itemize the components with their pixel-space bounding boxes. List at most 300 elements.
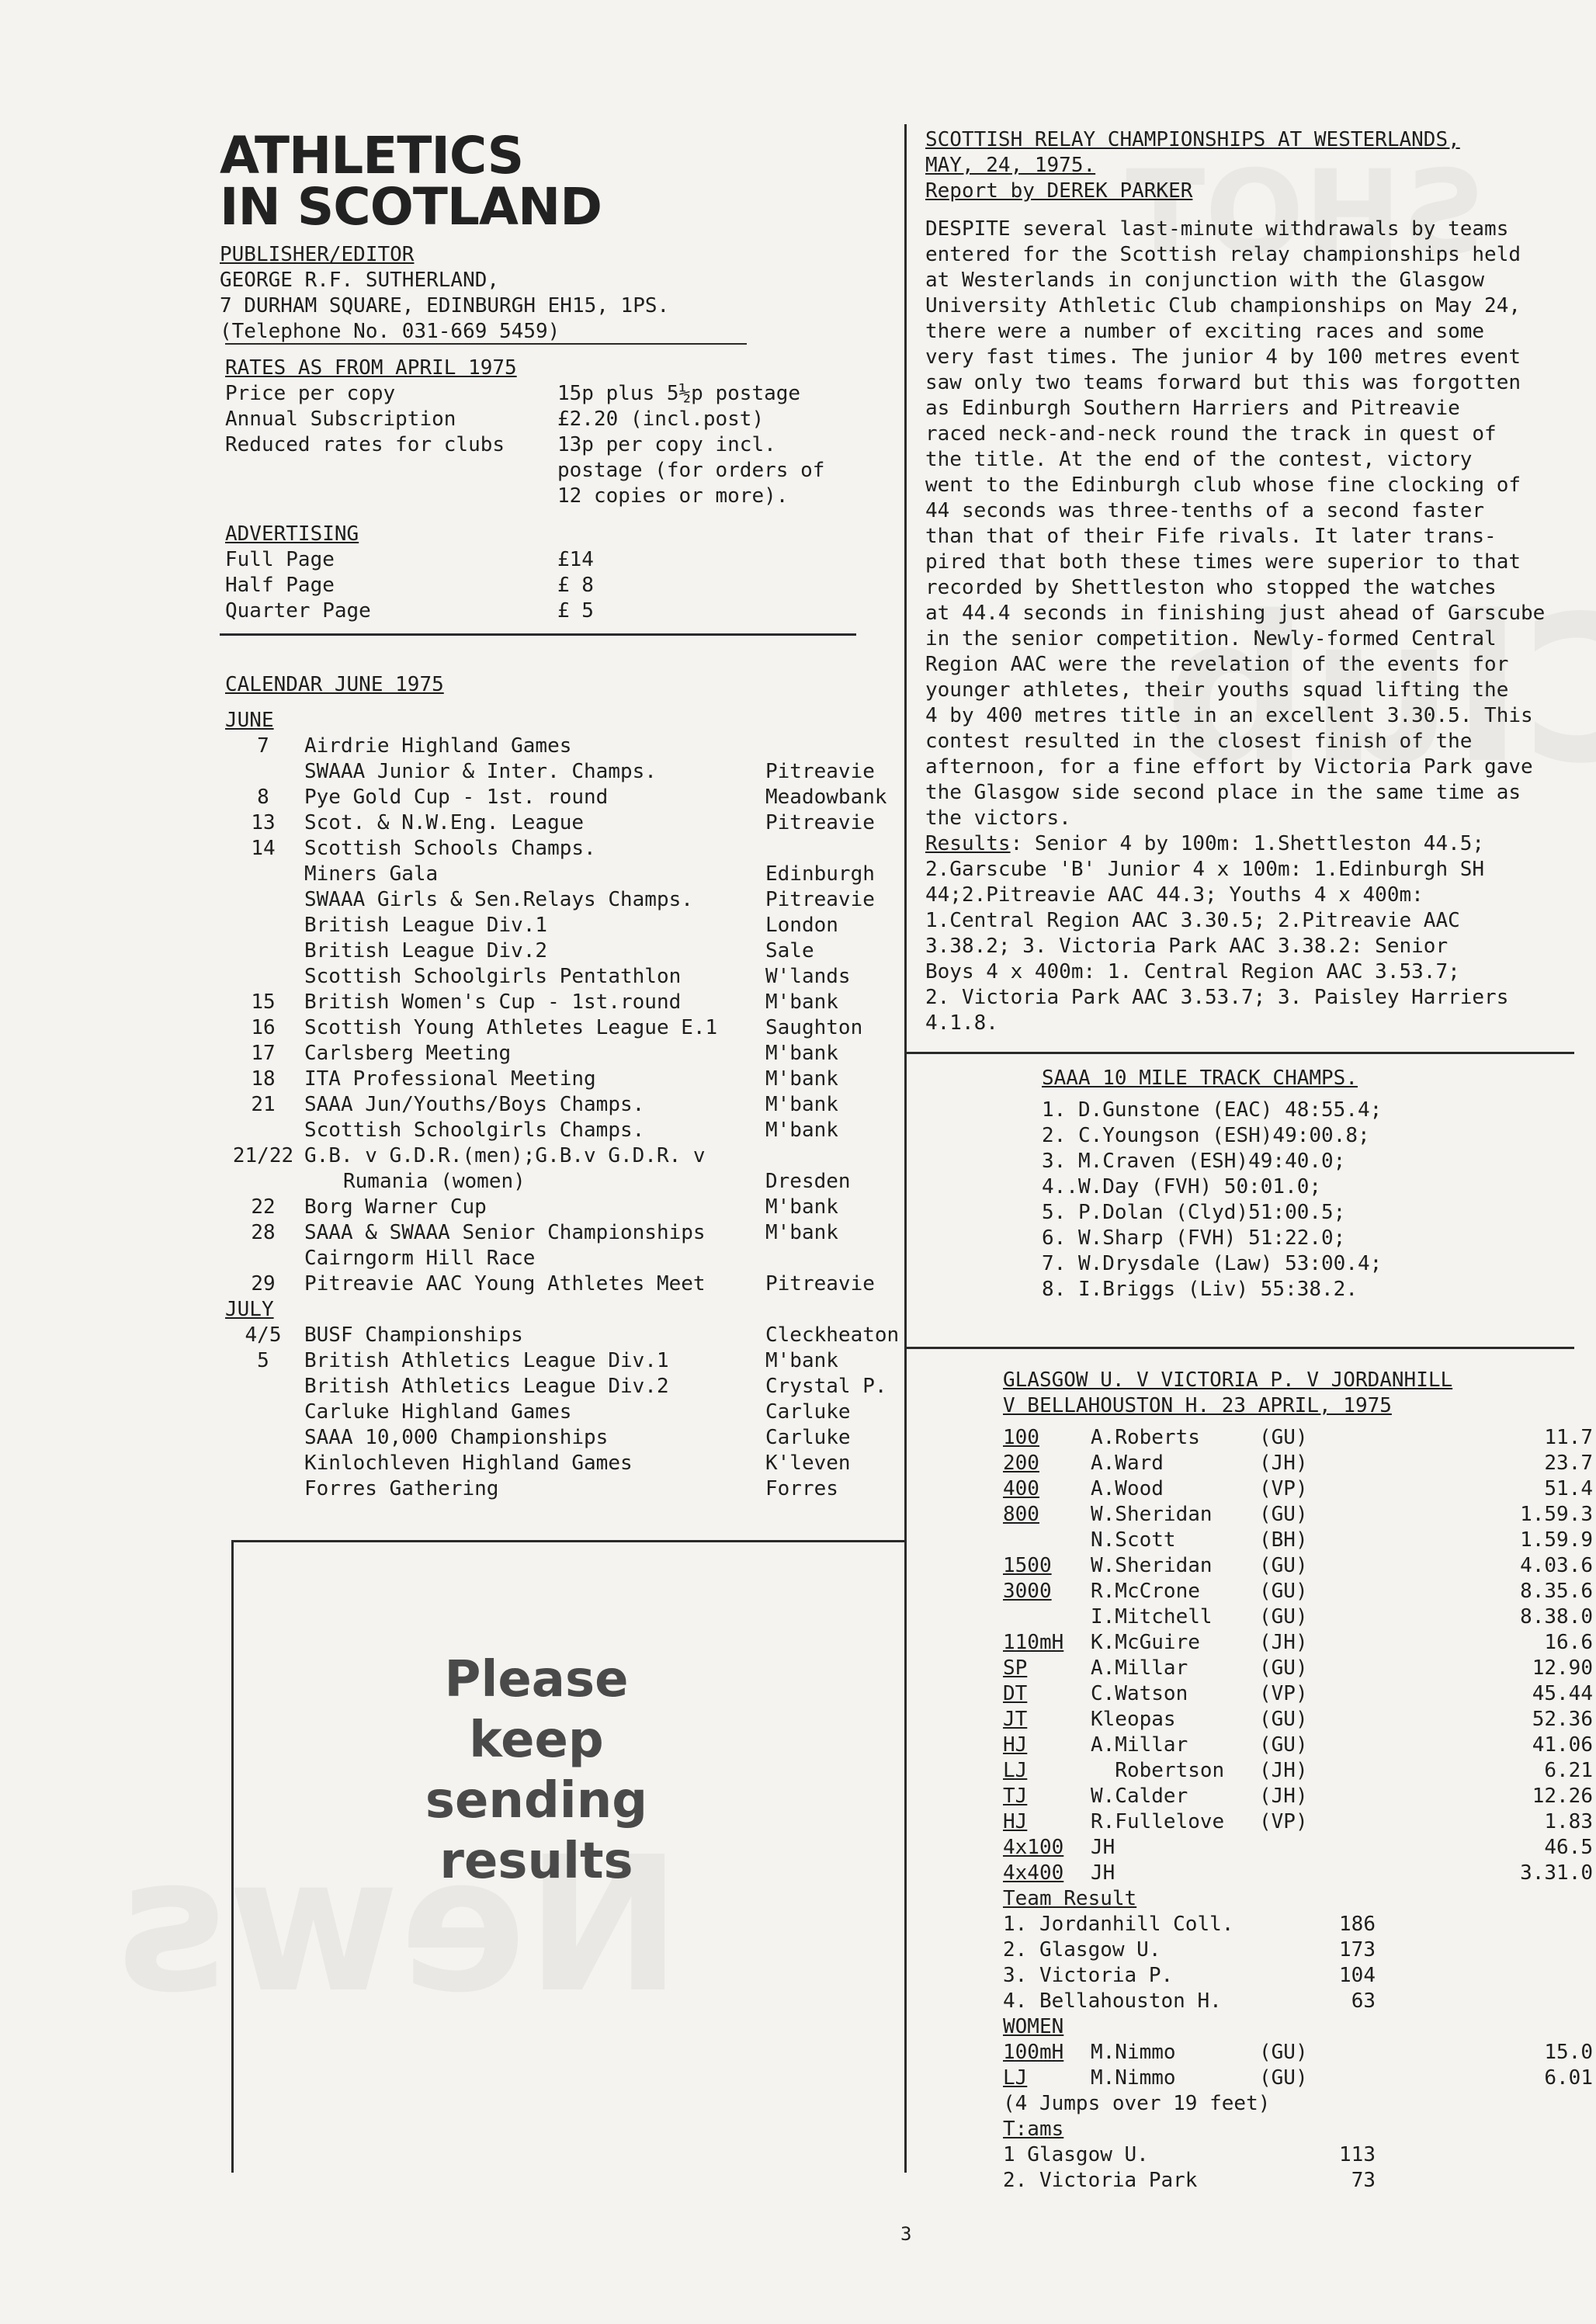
- team-row: [1003, 1989, 1593, 2014]
- performance-mark: 51.4: [1544, 1477, 1593, 1500]
- calendar-event: British League Div.2: [304, 939, 548, 963]
- team-points: 104: [1339, 1964, 1376, 1987]
- relay-body-line: very fast times. The junior 4 by 100 metres event: [925, 345, 1521, 369]
- calendar-event: BUSF Championships: [304, 1323, 523, 1347]
- publisher-line: (Telephone No. 031-669 5459): [220, 320, 560, 343]
- relay-results-line: 2.Garscube 'B' Junior 4 x 100m: 1.Edinburgh SH: [925, 858, 1485, 881]
- relay-body-line: 44 seconds was three-tenths of a second faster: [925, 499, 1485, 522]
- athlete-name: R.McCrone: [1091, 1580, 1200, 1603]
- event-row: [1003, 1630, 1593, 1656]
- calendar-event: Miners Gala: [304, 862, 439, 886]
- calendar-event: British League Div.1: [304, 914, 548, 937]
- relay-body-line: entered for the Scottish relay championships held: [925, 243, 1521, 266]
- calendar-date: 8: [257, 786, 269, 809]
- calendar-venue: Sale: [765, 939, 814, 963]
- event-row: [1003, 1784, 1593, 1809]
- calendar-event: Borg Warner Cup: [304, 1195, 487, 1219]
- calendar-venue: Pitreavie: [765, 811, 875, 834]
- athlete-club: (GU): [1259, 1605, 1308, 1629]
- calendar-venue: London: [765, 914, 838, 937]
- performance-mark: 8.35.6: [1520, 1580, 1593, 1603]
- calendar-date: 7: [257, 734, 269, 758]
- relay-body-line: at 44.4 seconds in finishing just ahead of Garscube: [925, 602, 1546, 625]
- saaa-result: 1. D.Gunstone (EAC) 48:55.4;: [1042, 1098, 1383, 1122]
- relay-results-line: 4.1.8.: [925, 1011, 998, 1035]
- women-note: (4 Jumps over 19 feet): [1003, 2092, 1271, 2115]
- calendar-date: 22: [251, 1195, 276, 1219]
- calendar-row: [225, 1118, 908, 1143]
- publisher-block: [220, 242, 880, 345]
- athlete-name: JH: [1091, 1861, 1115, 1885]
- athlete-club: (JH): [1259, 1785, 1308, 1808]
- performance-mark: 11.7: [1544, 1426, 1593, 1449]
- relay-results-text: : Senior 4 by 100m: 1.Shettleston 44.5;: [1010, 832, 1485, 855]
- page-number: 3: [900, 2223, 912, 2245]
- calendar-venue: Carluke: [765, 1400, 851, 1424]
- event-row: [1003, 1425, 1593, 1451]
- athlete-name: Robertson: [1091, 1759, 1225, 1782]
- team-name: 3. Victoria P.: [1003, 1964, 1174, 1987]
- relay-body-line: Region AAC were the revelation of the events for: [925, 653, 1509, 676]
- event-name: 1500: [1003, 1554, 1052, 1577]
- calendar-row: [225, 1246, 908, 1271]
- saaa-heading: SAAA 10 MILE TRACK CHAMPS.: [1042, 1067, 1358, 1090]
- calendar-venue: M'bank: [765, 1042, 838, 1065]
- rate-value: 12 copies or more).: [557, 484, 789, 508]
- athlete-club: (JH): [1259, 1631, 1308, 1654]
- team-points: 186: [1339, 1913, 1376, 1936]
- calendar-venue: Saughton: [765, 1016, 863, 1039]
- team-points: 73: [1351, 2169, 1376, 2192]
- calendar-date: 14: [251, 837, 276, 860]
- event-row: [1003, 2040, 1593, 2066]
- team-row: [1003, 1937, 1593, 1963]
- glasgow-match-block: [1003, 1368, 1593, 2194]
- athlete-name: M.Nimmo: [1091, 2066, 1176, 2090]
- calendar-date: 29: [251, 1272, 276, 1296]
- calendar-event: Carluke Highland Games: [304, 1400, 572, 1424]
- relay-heading-line1: SCOTTISH RELAY CHAMPIONSHIPS AT WESTERLANDS,: [925, 128, 1460, 151]
- athlete-name: W.Sheridan: [1091, 1554, 1213, 1577]
- calendar-month-july: JULY: [225, 1298, 274, 1321]
- saaa-result: 8. I.Briggs (Liv) 55:38.2.: [1042, 1278, 1358, 1301]
- team-name: 2. Glasgow U.: [1003, 1938, 1161, 1962]
- athlete-name: A.Millar: [1091, 1656, 1188, 1680]
- calendar-event: Kinlochleven Highland Games: [304, 1452, 633, 1475]
- athlete-club: (GU): [1259, 1656, 1308, 1680]
- event-name: LJ: [1003, 2066, 1028, 2090]
- women-teams-list: [1003, 2142, 1593, 2194]
- event-row: [1003, 1502, 1593, 1528]
- calendar-row: [225, 887, 908, 913]
- team-results-list: [1003, 1912, 1593, 2014]
- event-name: 100: [1003, 1426, 1039, 1449]
- event-row: [1003, 1553, 1593, 1579]
- event-name: 110mH: [1003, 1631, 1064, 1654]
- relay-body-line: afternoon, for a fine effort by Victoria Park gave: [925, 755, 1533, 779]
- calendar-row: [225, 913, 908, 938]
- team-points: 63: [1351, 1989, 1376, 2013]
- athlete-club: (JH): [1259, 1452, 1308, 1475]
- athlete-club: (GU): [1259, 1708, 1308, 1731]
- event-row: [1003, 1579, 1593, 1604]
- relay-heading-line2: MAY, 24, 1975.: [925, 154, 1096, 177]
- athlete-club: (VP): [1259, 1810, 1308, 1833]
- relay-body-line: saw only two teams forward but this was forgotten: [925, 371, 1521, 394]
- performance-mark: 46.5: [1544, 1836, 1593, 1859]
- event-row: [1003, 1681, 1593, 1707]
- relay-results-label: Results: [925, 832, 1011, 855]
- calendar-row: [225, 1374, 908, 1400]
- team-name: 1. Jordanhill Coll.: [1003, 1913, 1234, 1936]
- relay-body-line: raced neck-and-neck round the track in quest of: [925, 422, 1497, 446]
- poster-line: sending: [425, 1772, 648, 1830]
- performance-mark: 16.6: [1544, 1631, 1593, 1654]
- calendar-date: 17: [251, 1042, 276, 1065]
- calendar-event: Carlsberg Meeting: [304, 1042, 512, 1065]
- masthead: [220, 126, 880, 345]
- calendar-venue: W'lands: [765, 965, 851, 988]
- calendar-event: British Athletics League Div.1: [304, 1349, 669, 1372]
- ad-size-label: Full Page: [225, 548, 335, 571]
- relay-body-line: than that of their Fife rivals. It later trans-: [925, 525, 1497, 548]
- calendar-event: British Women's Cup - 1st.round: [304, 990, 682, 1014]
- performance-mark: 8.38.0: [1520, 1605, 1593, 1629]
- advertising-heading: ADVERTISING: [225, 522, 359, 546]
- event-row: [1003, 1707, 1593, 1733]
- divider: [905, 1347, 1574, 1349]
- calendar-event: SWAAA Junior & Inter. Champs.: [304, 760, 657, 783]
- advertising-block: [225, 522, 869, 624]
- relay-results: [925, 857, 1585, 1036]
- calendar-event: Scottish Schoolgirls Pentathlon: [304, 965, 682, 988]
- saaa-results-list: [1042, 1098, 1382, 1302]
- calendar-event: ITA Professional Meeting: [304, 1067, 596, 1091]
- calendar-venue: Crystal P.: [765, 1375, 887, 1398]
- team-points: 173: [1339, 1938, 1376, 1962]
- relay-body-line: 4 by 400 metres title in an excellent 3.30.5. This: [925, 704, 1533, 727]
- relay-body-line: younger athletes, their youths squad lifting the: [925, 678, 1509, 702]
- saaa-result: 6. W.Sharp (FVH) 51:22.0;: [1042, 1226, 1346, 1250]
- team-name: 4. Bellahouston H.: [1003, 1989, 1222, 2013]
- calendar-row: [225, 1015, 908, 1041]
- divider: [225, 343, 747, 345]
- publisher-label: PUBLISHER/EDITOR: [220, 243, 415, 266]
- publisher-line: 7 DURHAM SQUARE, EDINBURGH EH15, 1PS.: [220, 294, 670, 317]
- relay-results-line: 2. Victoria Park AAC 3.53.7; 3. Paisley Harriers: [925, 986, 1509, 1009]
- event-name: DT: [1003, 1682, 1028, 1705]
- calendar-date: 13: [251, 811, 276, 834]
- athlete-name: Kleopas: [1091, 1708, 1176, 1731]
- calendar-row: [225, 785, 908, 810]
- calendar-row: [225, 1271, 908, 1297]
- performance-mark: 12.26: [1532, 1785, 1593, 1808]
- rate-label: Reduced rates for clubs: [225, 433, 505, 456]
- calendar-venue: M'bank: [765, 1221, 838, 1244]
- calendar-row: [225, 1425, 908, 1451]
- match-events-table: [1003, 1425, 1593, 1886]
- event-row: [1003, 1604, 1593, 1630]
- calendar-row: [225, 1400, 908, 1425]
- women-events-table: [1003, 2040, 1593, 2091]
- event-name: 200: [1003, 1452, 1039, 1475]
- calendar-row: [225, 1220, 908, 1246]
- relay-results-line: Boys 4 x 400m: 1. Central Region AAC 3.53.7;: [925, 960, 1460, 983]
- rate-label: Price per copy: [225, 382, 396, 405]
- event-name: 800: [1003, 1503, 1039, 1526]
- ad-size-label: Half Page: [225, 574, 335, 597]
- calendar-venue: M'bank: [765, 1093, 838, 1116]
- athlete-name: R.Fullelove: [1091, 1810, 1225, 1833]
- athlete-club: (GU): [1259, 1426, 1308, 1449]
- event-row: [1003, 1656, 1593, 1681]
- athlete-name: N.Scott: [1091, 1528, 1176, 1552]
- calendar-date: 21/22: [232, 1144, 294, 1167]
- calendar-venue: Pitreavie: [765, 760, 875, 783]
- women-label: WOMEN: [1003, 2015, 1064, 2038]
- event-name: SP: [1003, 1656, 1028, 1680]
- team-name: 2. Victoria Park: [1003, 2169, 1198, 2192]
- performance-mark: 52.36: [1532, 1708, 1593, 1731]
- performance-mark: 41.06: [1532, 1733, 1593, 1757]
- performance-mark: 3.31.0: [1520, 1861, 1593, 1885]
- performance-mark: 6.01: [1544, 2066, 1593, 2090]
- calendar-row: [225, 1067, 908, 1092]
- calendar-july-list: [225, 1323, 908, 1502]
- calendar-venue: Dresden: [765, 1170, 851, 1193]
- poster-line: results: [439, 1833, 633, 1890]
- relay-results-line: [925, 831, 1585, 857]
- performance-mark: 1.59.3: [1520, 1503, 1593, 1526]
- calendar-row: [225, 1476, 908, 1502]
- poster-text: [234, 1649, 839, 1892]
- calendar-heading: CALENDAR JUNE 1975: [225, 673, 444, 696]
- team-row: [1003, 1912, 1593, 1937]
- calendar-date: 4/5: [245, 1323, 282, 1347]
- calendar-event: British Athletics League Div.2: [304, 1375, 669, 1398]
- ad-size-label: Quarter Page: [225, 599, 371, 623]
- calendar-venue: M'bank: [765, 990, 838, 1014]
- rates-heading: RATES AS FROM APRIL 1975: [225, 356, 517, 380]
- calendar-venue: Carluke: [765, 1426, 851, 1449]
- athlete-name: JH: [1091, 1836, 1115, 1859]
- women-teams-label: T:ams: [1003, 2118, 1064, 2141]
- event-row: [1003, 1861, 1593, 1886]
- saaa-result: 2. C.Youngson (ESH)49:00.8;: [1042, 1124, 1370, 1147]
- calendar-venue: M'bank: [765, 1067, 838, 1091]
- athlete-club: (BH): [1259, 1528, 1308, 1552]
- athlete-name: M.Nimmo: [1091, 2041, 1176, 2064]
- calendar-row: [225, 862, 908, 887]
- team-points: 113: [1339, 2143, 1376, 2166]
- poster-box: [231, 1540, 907, 2173]
- calendar-date: 15: [251, 990, 276, 1014]
- event-name: 4x100: [1003, 1836, 1064, 1859]
- calendar-event: G.B. v G.D.R.(men);G.B.v G.D.R. v: [304, 1144, 706, 1167]
- masthead-title-line2: IN SCOTLAND: [220, 177, 602, 237]
- event-row: [1003, 2066, 1593, 2091]
- calendar-date: 18: [251, 1067, 276, 1091]
- athlete-name: W.Sheridan: [1091, 1503, 1213, 1526]
- calendar-event: Scottish Schoolgirls Champs.: [304, 1119, 645, 1142]
- event-name: 100mH: [1003, 2041, 1064, 2064]
- relay-body: [925, 217, 1585, 831]
- event-name: LJ: [1003, 1759, 1028, 1782]
- athlete-club: (VP): [1259, 1477, 1308, 1500]
- calendar-row: [225, 810, 908, 836]
- team-row: [1003, 2168, 1593, 2194]
- performance-mark: 1.59.9: [1520, 1528, 1593, 1552]
- poster-line: keep: [469, 1712, 604, 1769]
- athlete-name: C.Watson: [1091, 1682, 1188, 1705]
- ad-price: £ 8: [557, 574, 594, 597]
- relay-body-line: the victors.: [925, 806, 1071, 830]
- calendar-event: SAAA Jun/Youths/Boys Champs.: [304, 1093, 645, 1116]
- performance-mark: 6.21: [1544, 1759, 1593, 1782]
- event-name: JT: [1003, 1708, 1028, 1731]
- athlete-club: (GU): [1259, 1554, 1308, 1577]
- saaa-result: 7. W.Drysdale (Law) 53:00.4;: [1042, 1252, 1383, 1275]
- calendar-row: [225, 1092, 908, 1118]
- athlete-name: A.Millar: [1091, 1733, 1188, 1757]
- calendar-event: Pitreavie AAC Young Athletes Meet: [304, 1272, 706, 1296]
- event-name: 4x400: [1003, 1861, 1064, 1885]
- calendar-row: [225, 938, 908, 964]
- calendar-row: [225, 1451, 908, 1476]
- performance-mark: 45.44: [1532, 1682, 1593, 1705]
- athlete-club: (GU): [1259, 1580, 1308, 1603]
- calendar-month-june: JUNE: [225, 709, 274, 732]
- saaa-result: 3. M.Craven (ESH)49:40.0;: [1042, 1150, 1346, 1173]
- calendar-venue: K'leven: [765, 1452, 851, 1475]
- rate-value: postage (for orders of: [557, 459, 825, 482]
- relay-results-line: 3.38.2; 3. Victoria Park AAC 3.38.2: Senior: [925, 935, 1449, 958]
- performance-mark: 1.83: [1544, 1810, 1593, 1833]
- column-divider: [904, 124, 907, 1545]
- calendar-venue: Meadowbank: [765, 786, 887, 809]
- calendar-venue: Edinburgh: [765, 862, 875, 886]
- athlete-name: W.Calder: [1091, 1785, 1188, 1808]
- calendar-event: Forres Gathering: [304, 1477, 499, 1500]
- calendar-june-list: [225, 734, 908, 1297]
- athlete-club: (GU): [1259, 2041, 1308, 2064]
- calendar-venue: Pitreavie: [765, 888, 875, 911]
- calendar-row: [225, 1169, 908, 1195]
- relay-body-line: in the senior competition. Newly-formed Central: [925, 627, 1497, 650]
- calendar-event: Scottish Young Athletes League E.1: [304, 1016, 718, 1039]
- performance-mark: 23.7: [1544, 1452, 1593, 1475]
- athlete-name: I.Mitchell: [1091, 1605, 1213, 1629]
- rate-label: Annual Subscription: [225, 408, 456, 431]
- calendar-event: Scot. & N.W.Eng. League: [304, 811, 585, 834]
- divider: [905, 1052, 1574, 1054]
- calendar-venue: Pitreavie: [765, 1272, 875, 1296]
- event-row: [1003, 1809, 1593, 1835]
- athlete-club: (GU): [1259, 1733, 1308, 1757]
- match-heading-line1: GLASGOW U. V VICTORIA P. V JORDANHILL: [1003, 1368, 1453, 1392]
- event-row: [1003, 1733, 1593, 1758]
- calendar-event: Cairngorm Hill Race: [304, 1247, 536, 1270]
- calendar-event: Scottish Schools Champs.: [304, 837, 596, 860]
- team-row: [1003, 2142, 1593, 2168]
- calendar-venue: M'bank: [765, 1119, 838, 1142]
- athlete-name: A.Roberts: [1091, 1426, 1200, 1449]
- calendar-date: 5: [257, 1349, 269, 1372]
- ad-price: £ 5: [557, 599, 594, 623]
- relay-results-line: 44;2.Pitreavie AAC 44.3; Youths 4 x 400m:: [925, 883, 1424, 907]
- calendar-event: SAAA & SWAAA Senior Championships: [304, 1221, 706, 1244]
- relay-results-line: 1.Central Region AAC 3.30.5; 2.Pitreavie AAC: [925, 909, 1460, 932]
- calendar-row: [225, 990, 908, 1015]
- relay-body-line: pired that both these times were superior to that: [925, 550, 1521, 574]
- athlete-name: A.Ward: [1091, 1452, 1164, 1475]
- relay-byline: Report by DEREK PARKER: [925, 179, 1193, 203]
- relay-body-line: at Westerlands in conjunction with the Glasgow: [925, 269, 1485, 292]
- divider: [220, 633, 856, 636]
- relay-body-line: DESPITE several last-minute withdrawals by teams: [925, 217, 1509, 241]
- rate-value: £2.20 (incl.post): [557, 408, 765, 431]
- team-name: 1 Glasgow U.: [1003, 2143, 1149, 2166]
- performance-mark: 12.90: [1532, 1656, 1593, 1680]
- relay-body-line: there were a number of exciting races and some: [925, 320, 1485, 343]
- relay-body-line: University Athletic Club championships on May 24,: [925, 294, 1521, 317]
- calendar-date: 16: [251, 1016, 276, 1039]
- calendar-venue: M'bank: [765, 1195, 838, 1219]
- event-row: [1003, 1451, 1593, 1476]
- team-row: [1003, 1963, 1593, 1989]
- rate-value: 15p plus 5½p postage: [557, 382, 801, 405]
- calendar-event: Pye Gold Cup - 1st. round: [304, 786, 609, 809]
- relay-body-line: the Glasgow side second place in the same time as: [925, 781, 1521, 804]
- calendar-block: [225, 672, 908, 1502]
- publisher-line: GEORGE R.F. SUTHERLAND,: [220, 269, 500, 292]
- event-name: TJ: [1003, 1785, 1028, 1808]
- calendar-event: SWAAA Girls & Sen.Relays Champs.: [304, 888, 693, 911]
- calendar-row: [225, 1195, 908, 1220]
- calendar-row: [225, 964, 908, 990]
- calendar-row: [225, 1041, 908, 1067]
- calendar-row: [225, 836, 908, 862]
- event-row: [1003, 1758, 1593, 1784]
- event-name: HJ: [1003, 1810, 1028, 1833]
- performance-mark: 4.03.6: [1520, 1554, 1593, 1577]
- masthead-title-line1: ATHLETICS: [220, 126, 524, 186]
- athlete-club: (JH): [1259, 1759, 1308, 1782]
- relay-body-line: recorded by Shettleston who stopped the watches: [925, 576, 1497, 599]
- calendar-venue: M'bank: [765, 1349, 838, 1372]
- saaa-10-mile-block: [1042, 1066, 1382, 1302]
- relay-report: [925, 127, 1585, 1036]
- calendar-row: [225, 734, 908, 759]
- athlete-name: K.McGuire: [1091, 1631, 1200, 1654]
- saaa-result: 5. P.Dolan (Clyd)51:00.5;: [1042, 1201, 1346, 1224]
- athlete-club: (GU): [1259, 2066, 1308, 2090]
- rate-value: 13p per copy incl.: [557, 433, 776, 456]
- event-name: 3000: [1003, 1580, 1052, 1603]
- event-row: [1003, 1835, 1593, 1861]
- performance-mark: 15.0: [1544, 2041, 1593, 2064]
- event-name: HJ: [1003, 1733, 1028, 1757]
- event-row: [1003, 1528, 1593, 1553]
- calendar-event: Rumania (women): [343, 1170, 526, 1193]
- relay-body-line: went to the Edinburgh club whose fine clocking of: [925, 473, 1521, 497]
- calendar-row: [225, 1323, 908, 1348]
- calendar-date: 21: [251, 1093, 276, 1116]
- calendar-row: [225, 1143, 908, 1169]
- athlete-club: (VP): [1259, 1682, 1308, 1705]
- athlete-name: A.Wood: [1091, 1477, 1164, 1500]
- relay-body-line: as Edinburgh Southern Harriers and Pitreavie: [925, 397, 1460, 420]
